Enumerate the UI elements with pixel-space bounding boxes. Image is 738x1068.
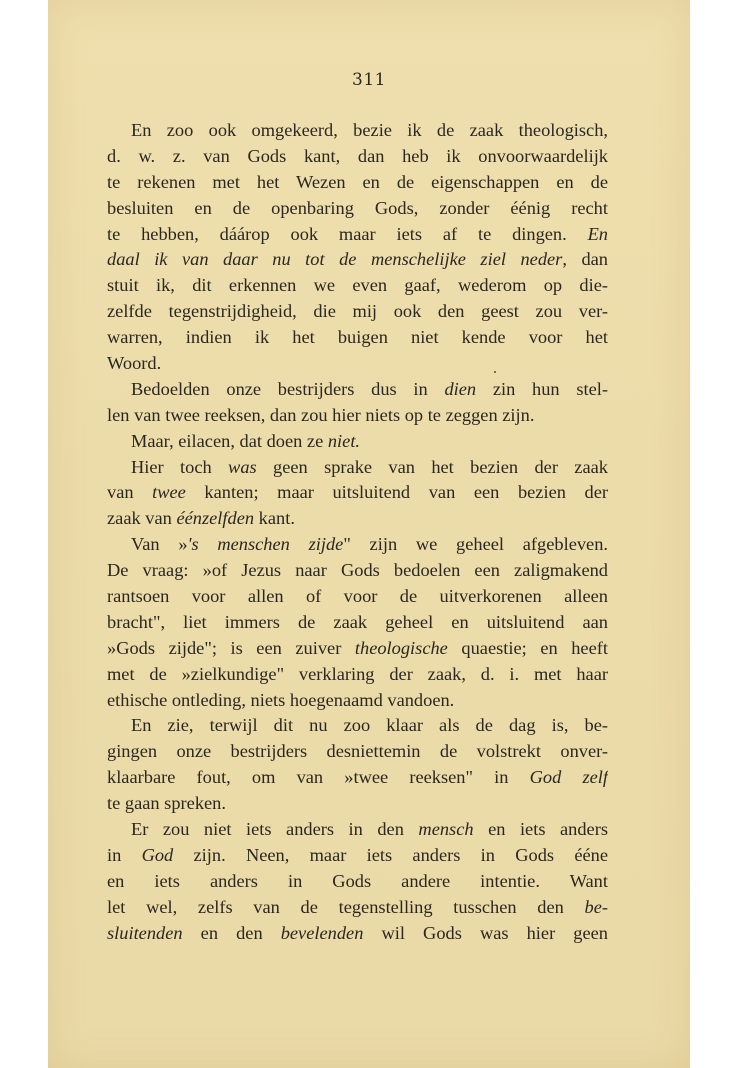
text-run: geen sprake van het bezien der zaak	[256, 456, 608, 477]
text-run: stuit ik, dit erkennen we even gaaf, wederom op die-	[107, 275, 608, 296]
italic-text: niet.	[327, 430, 361, 451]
text-run: " zijn we geheel afgebleven.	[343, 534, 608, 555]
text-line	[107, 403, 608, 429]
text-line	[107, 273, 608, 299]
text-line	[107, 377, 608, 403]
text-line	[107, 765, 608, 791]
text-run: len van twee reeksen, dan zou hier niets op te zeggen zijn.	[107, 404, 535, 425]
text-run: Van »	[131, 534, 188, 555]
text-line	[107, 662, 608, 688]
text-run: rantsoen voor allen of voor de uitverkorenen alleen	[107, 586, 608, 607]
text-run: ethische ontleding, niets hoegenaamd vandoen.	[107, 689, 455, 710]
text-line	[107, 739, 608, 765]
text-run: van	[107, 482, 153, 503]
italic-text: sluitenden	[107, 922, 183, 943]
text-line	[107, 455, 608, 481]
text-run: gingen onze bestrijders desniettemin de volstrekt onver-	[107, 741, 608, 762]
text-line	[107, 196, 608, 222]
text-line	[107, 584, 608, 610]
italic-text: éénzelfden	[176, 508, 255, 529]
text-run: klaarbare fout, om van »twee reeksen" in	[107, 767, 530, 788]
italic-text: En	[587, 223, 608, 244]
text-line	[107, 532, 608, 558]
book-page	[48, 0, 690, 1068]
text-line	[107, 480, 608, 506]
text-run: besluiten en de openbaring Gods, zonder éénig recht	[107, 197, 608, 218]
text-run: bracht", liet immers de zaak geheel en uitsluitend aan	[107, 611, 608, 632]
italic-text: bevelenden	[280, 922, 364, 943]
text-run: En zoo ook omgekeerd, bezie ik de zaak theologisch,	[131, 120, 608, 140]
text-line	[107, 869, 608, 895]
text-run: Maar, eilacen, dat doen ze	[131, 430, 328, 451]
text-line	[107, 247, 608, 273]
text-run: en den	[182, 922, 281, 943]
text-line	[107, 325, 608, 351]
text-line	[107, 688, 608, 714]
text-run: te gaan spreken.	[107, 793, 226, 814]
text-run: »Gods zijde"; is een zuiver	[107, 637, 355, 658]
italic-text: God	[141, 844, 174, 865]
text-run: kant.	[254, 508, 295, 529]
text-line	[107, 895, 608, 921]
text-run: Er zou niet iets anders in den	[131, 819, 419, 840]
text-run: en iets anders in Gods andere intentie. Want	[107, 870, 608, 891]
italic-text: dien	[444, 378, 477, 399]
text-line	[107, 170, 608, 196]
text-run: let wel, zelfs van de tegenstelling tusschen den	[107, 896, 585, 917]
text-run: zin hun stel-	[476, 378, 608, 399]
page-number: 311	[352, 70, 386, 90]
text-line	[107, 713, 608, 739]
text-run: quaestie; en heeft	[447, 637, 608, 658]
italic-text: twee	[152, 482, 186, 503]
text-run: zaak van	[107, 508, 177, 529]
text-run: met de »zielkundige" verklaring der zaak, d. i. met haar	[107, 663, 608, 684]
italic-text: mensch	[418, 819, 474, 840]
text-run: wil Gods was hier geen	[363, 922, 608, 943]
text-line	[107, 144, 608, 170]
text-line	[107, 118, 608, 144]
italic-text: 's menschen zijde	[187, 534, 344, 555]
text-line	[107, 791, 608, 817]
italic-text: was	[228, 456, 257, 477]
text-line	[107, 506, 608, 532]
text-run: , dan	[562, 249, 608, 270]
text-line	[107, 222, 608, 248]
text-run: te rekenen met het Wezen en de eigenschappen en de	[107, 171, 608, 192]
italic-text: daal ik van daar nu tot de menschelijke ziel neder	[107, 249, 563, 270]
italic-text: God zelf	[529, 767, 608, 788]
body-text	[107, 118, 608, 947]
text-line	[107, 429, 608, 455]
text-line	[107, 610, 608, 636]
text-run: kanten; maar uitsluitend van een bezien der	[185, 482, 608, 503]
italic-text: theologische	[354, 637, 448, 658]
text-line	[107, 351, 608, 377]
text-line	[107, 817, 608, 843]
text-run: in	[107, 844, 142, 865]
text-run: warren, indien ik het buigen niet kende voor het	[107, 327, 608, 348]
text-run: Bedoelden onze bestrijders dus in	[131, 378, 445, 399]
text-line	[107, 636, 608, 662]
text-run: zelfde tegenstrijdigheid, die mij ook den geest zou ver-	[107, 301, 608, 322]
text-run: te hebben, dáárop ook maar iets af te dingen.	[107, 223, 588, 244]
text-line	[107, 299, 608, 325]
text-run: en iets anders	[473, 819, 608, 840]
text-line	[107, 843, 608, 869]
text-line	[107, 558, 608, 584]
text-line	[107, 921, 608, 947]
text-run: zijn. Neen, maar iets anders in Gods éénе	[173, 844, 608, 865]
text-run: De vraag: »of Jezus naar Gods bedoelen een zaligmakend	[107, 560, 608, 581]
text-run: d. w. z. van Gods kant, dan heb ik onvoorwaardelijk	[107, 145, 608, 166]
text-run: En zie, terwijl dit nu zoo klaar als de dag is, be-	[131, 715, 608, 736]
italic-text: be-	[584, 896, 608, 917]
text-run: Hier toch	[131, 456, 229, 477]
text-run: Woord.	[107, 353, 162, 374]
